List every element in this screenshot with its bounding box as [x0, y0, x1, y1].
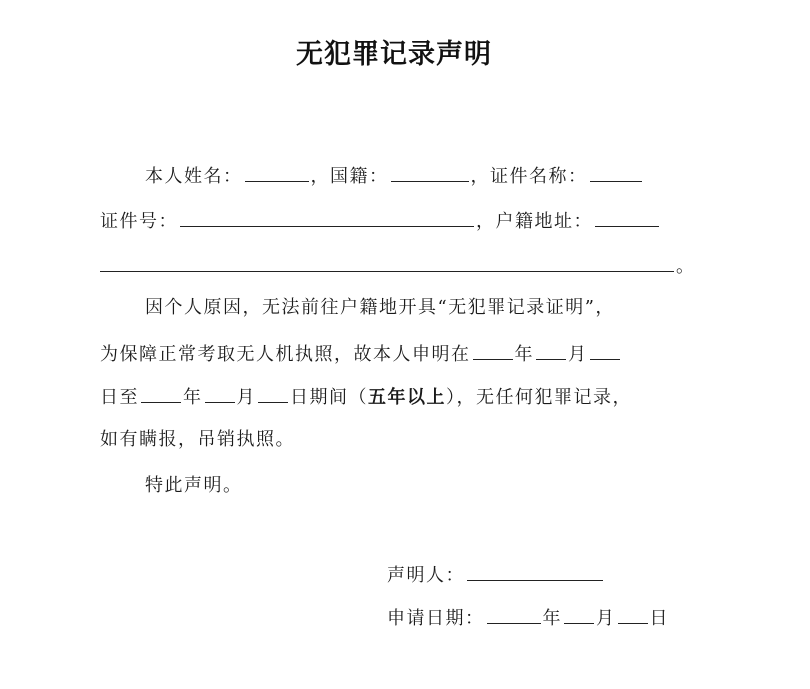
id-number-label: 证件号：: [100, 211, 178, 232]
comma: ，: [310, 166, 330, 187]
name-blank[interactable]: [245, 163, 309, 182]
emphasis-text: 五年以上: [368, 387, 446, 408]
date-label: 申请日期：: [387, 608, 485, 629]
closing-statement: 特此声明。: [145, 475, 243, 496]
body-text: 日期间（: [290, 387, 368, 408]
sign-month-blank[interactable]: [564, 605, 594, 624]
year-label: 年: [183, 387, 203, 408]
day-label: 日: [649, 608, 669, 629]
declarant-blank[interactable]: [467, 562, 603, 581]
start-day-blank[interactable]: [590, 341, 620, 360]
month-label: 月: [596, 608, 616, 629]
nationality-label: 国籍：: [330, 166, 389, 187]
id-type-blank[interactable]: [590, 163, 642, 182]
month-label: 月: [236, 387, 256, 408]
body-line-1: 因个人原因，无法前往户籍地开具“无犯罪记录证明”，: [145, 297, 615, 318]
start-year-blank[interactable]: [473, 341, 513, 360]
id-type-label: 证件名称：: [490, 166, 588, 187]
sign-day-blank[interactable]: [618, 605, 648, 624]
comma: ，: [470, 166, 490, 187]
end-month-blank[interactable]: [205, 384, 235, 403]
year-label: 年: [542, 608, 562, 629]
name-nationality-line: [145, 163, 644, 189]
sign-year-blank[interactable]: [487, 605, 541, 624]
body-text: ），无任何犯罪记录，: [446, 387, 632, 408]
end-year-blank[interactable]: [141, 384, 181, 403]
name-label: 本人姓名：: [145, 166, 243, 187]
declarant-label: 声明人：: [387, 565, 465, 586]
declarant-line: [387, 562, 605, 588]
household-label: 户籍地址：: [495, 211, 593, 232]
id-number-blank[interactable]: [180, 208, 474, 227]
month-label: 月: [568, 344, 588, 365]
household-blank[interactable]: [595, 208, 659, 227]
end-day-blank[interactable]: [258, 384, 288, 403]
comma: ，: [476, 211, 496, 232]
year-label: 年: [514, 344, 534, 365]
application-date-line: [387, 605, 669, 631]
address-continuation-line: [100, 253, 696, 279]
body-text: 为保障正常考取无人机执照，故本人申明在: [100, 344, 471, 365]
id-number-line: [100, 208, 661, 234]
start-month-blank[interactable]: [536, 341, 566, 360]
nationality-blank[interactable]: [391, 163, 469, 182]
period: 。: [676, 256, 696, 277]
body-line-2: [100, 341, 622, 367]
body-line-3: [100, 384, 632, 410]
document-title: 无犯罪记录声明: [296, 39, 492, 70]
body-text: 日至: [100, 387, 139, 408]
address-blank[interactable]: [100, 253, 674, 272]
body-line-4: 如有瞒报，吊销执照。: [100, 429, 295, 450]
